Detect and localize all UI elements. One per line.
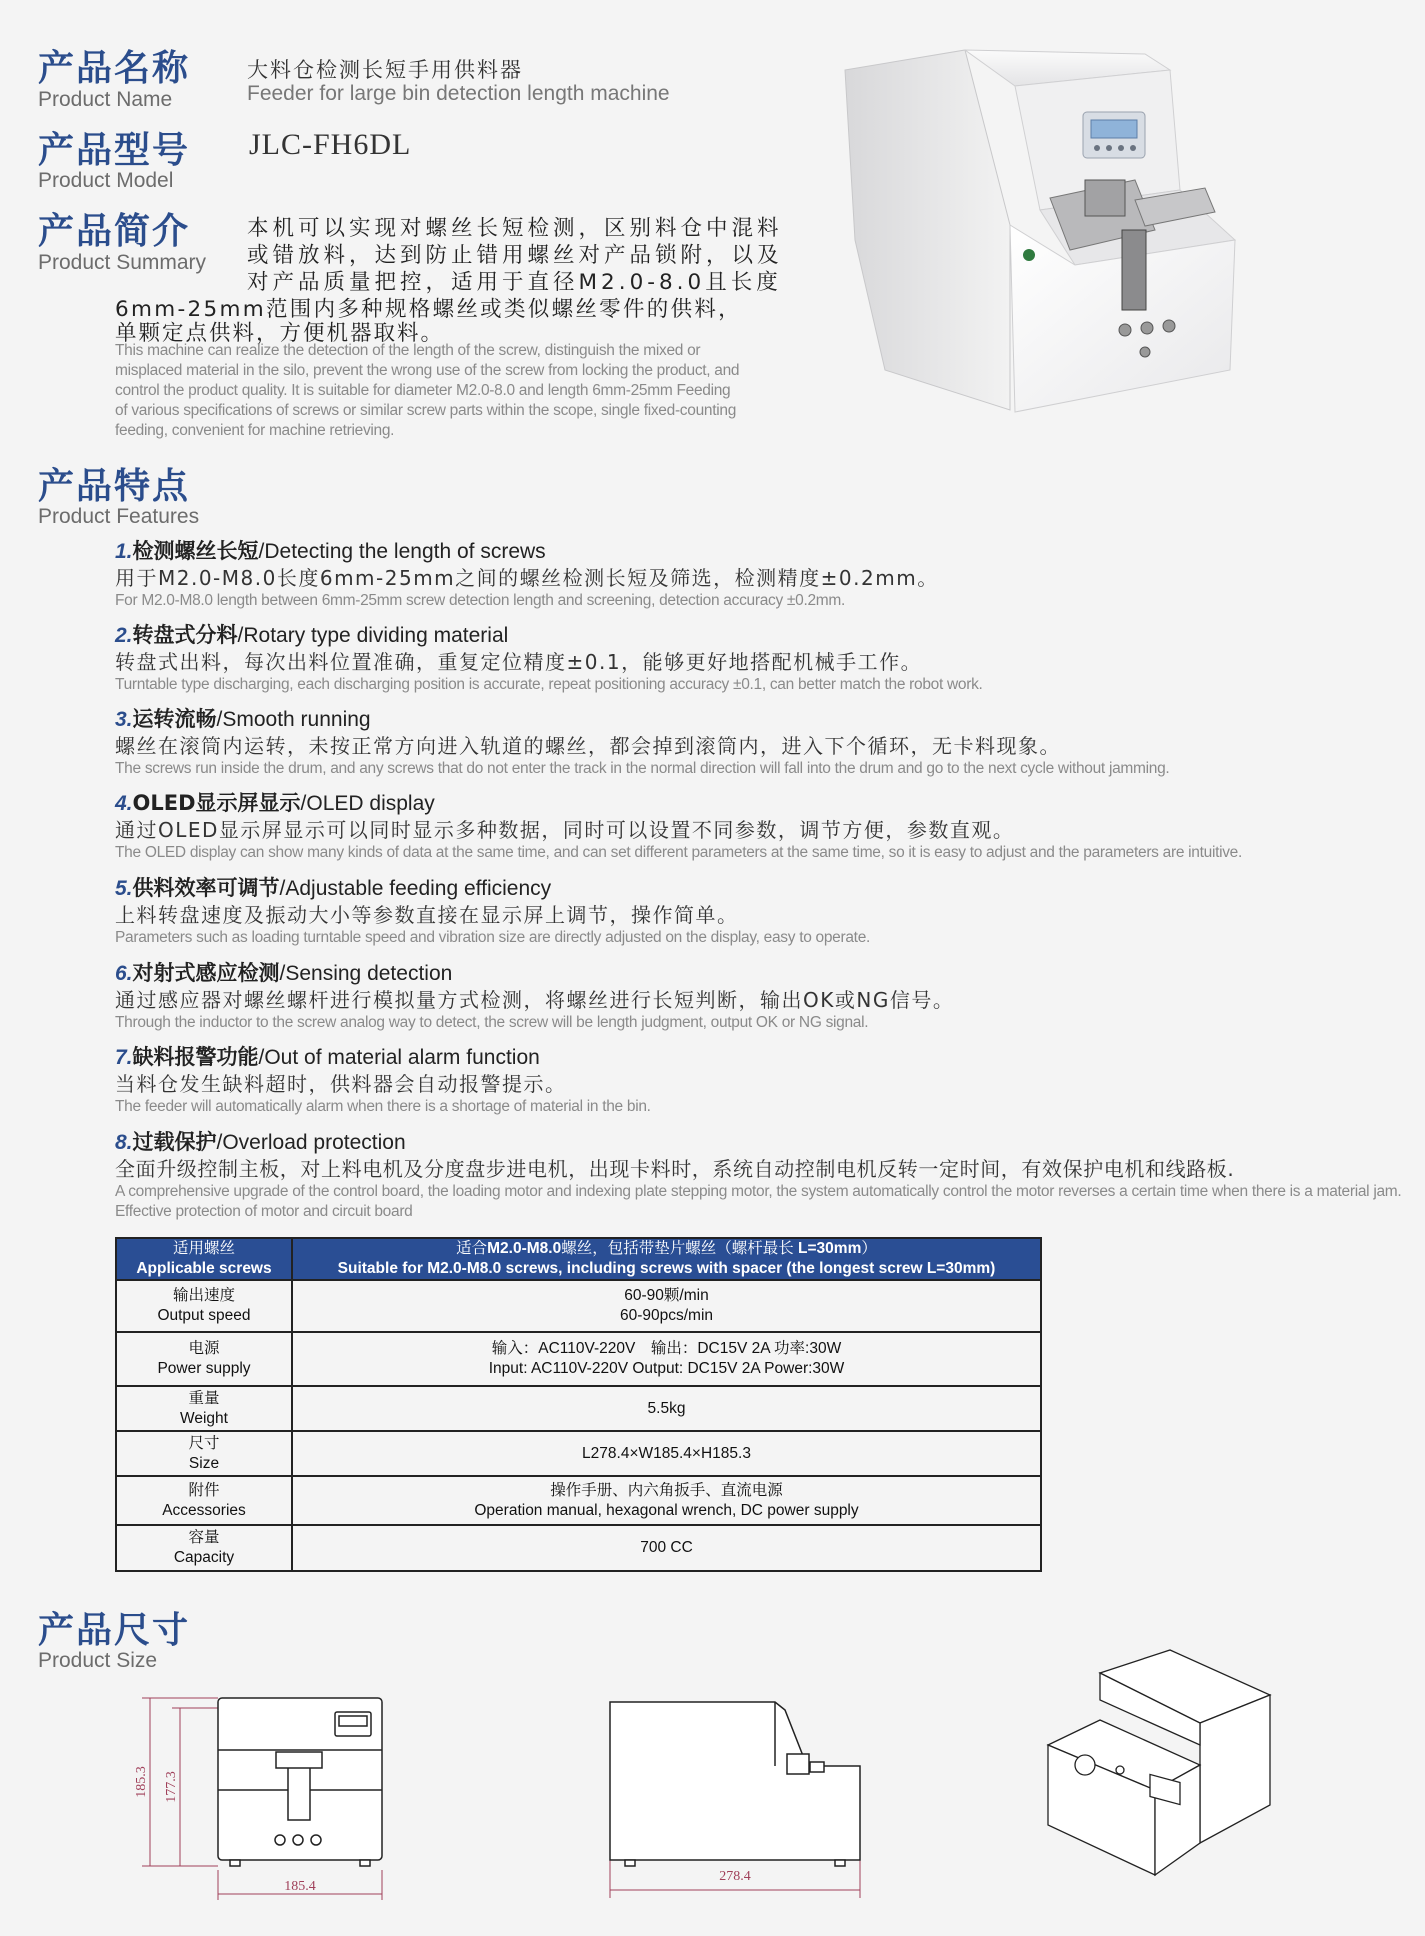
feature-number: 2.: [115, 624, 133, 647]
side-view-drawing: [595, 1680, 875, 1910]
feature-number: 5.: [115, 877, 133, 900]
feature-desc-cn: 通过OLED显示屏显示可以同时显示多种数据，同时可以设置不同参数，调节方便，参数直观。: [115, 818, 1015, 842]
isometric-drawing: [1040, 1645, 1280, 1885]
feature-number: 1.: [115, 540, 133, 563]
product-name-value-cn: 大料仓检测长短手用供料器: [247, 58, 523, 82]
spec-header-value: 适合M2.0-M8.0螺丝，包括带垫片螺丝（螺杆最长 L=30mm） Suitable for M2.0-M8.0 screws, including screws with spacer (the longest screw L=30mm): [292, 1238, 1041, 1280]
product-model-label-cn: 产品型号: [38, 129, 191, 171]
feature-item-5: [115, 875, 1405, 948]
feature-item-7: [115, 1044, 1405, 1117]
feature-title-en: /Adjustable feeding efficiency: [279, 877, 552, 900]
summary-en-line-2: misplaced material in the silo, prevent the wrong use of the screw from locking the product, and: [115, 362, 740, 379]
feature-desc-en: Through the inductor to the screw analog way to detect, the screw will be length judgment, output OK or NG signal.: [115, 1014, 869, 1031]
feature-title-en: /Out of material alarm function: [258, 1046, 540, 1069]
product-size-label-en: Product Size: [38, 1649, 158, 1672]
feature-desc-en: The screws run inside the drum, and any screws that do not enter the track in the normal direction will fall into the drum and go to the next cycle without jamming.: [115, 760, 1170, 777]
feature-number: 8.: [115, 1131, 133, 1154]
product-features-label-en: Product Features: [38, 505, 200, 528]
feature-item-1: [115, 538, 1405, 611]
feature-title-cn: 过载保护: [132, 1130, 217, 1154]
summary-cn-line-2: 或错放料，达到防止错用螺丝对产品锁附，以及: [247, 243, 783, 268]
feature-desc-cn: 螺丝在滚筒内运转，未按正常方向进入轨道的螺丝，都会掉到滚筒内，进入下个循环，无卡料现象。: [115, 734, 1061, 758]
feature-title-cn: 对射式感应检测: [132, 961, 280, 985]
spec-row-weight: 重量 Weight 5.5kg: [116, 1386, 1041, 1431]
front-view-drawing: [120, 1680, 400, 1910]
feature-desc-en: The OLED display can show many kinds of data at the same time, and can set different parameters at the same time, so it is easy to adjust and the parameters are intuitive.: [115, 844, 1243, 861]
feature-number: 6.: [115, 962, 133, 985]
dim-height-inner: 177.3: [164, 1771, 179, 1803]
dim-width-front: 185.4: [284, 1879, 316, 1894]
feature-desc-en: The feeder will automatically alarm when there is a shortage of material in the bin.: [115, 1098, 651, 1115]
feature-title-en: /Rotary type dividing material: [237, 624, 509, 647]
feature-desc-cn: 用于M2.0-M8.0长度6mm-25mm之间的螺丝检测长短及筛选，检测精度±0.2mm。: [115, 566, 939, 590]
spec-row-capacity: 容量 Capacity 700 CC: [116, 1525, 1041, 1571]
spec-row-accessories: 附件 Accessories 操作手册、内六角扳手、直流电源 Operation manual, hexagonal wrench, DC power supply: [116, 1476, 1041, 1525]
product-summary-label-en: Product Summary: [38, 251, 207, 274]
spec-header-row: [116, 1238, 1041, 1280]
feature-title-en: /OLED display: [300, 792, 435, 815]
summary-en-line-4: of various specifications of screws or similar screw parts within the scope, single fixed-counting: [115, 402, 737, 419]
feature-title-cn: OLED显示屏显示: [132, 791, 301, 815]
feature-title-cn: 检测螺丝长短: [132, 539, 259, 563]
feature-title-cn: 运转流畅: [132, 707, 217, 731]
feature-title-en: /Overload protection: [216, 1131, 406, 1154]
feature-desc-en: A comprehensive upgrade of the control board, the loading motor and indexing plate stepping motor, the system automatically control the motor reverses a certain time when there is a material jam. Effective protection of motor and circuit board: [115, 1183, 1402, 1220]
spec-table: [115, 1237, 1042, 1572]
spec-row-power-supply: 电源 Power supply 输入：AC110V-220V 输出：DC15V 2A 功率:30W Input: AC110V-220V Output: DC15V 2A Power:30W: [116, 1332, 1041, 1386]
feature-desc-en: Parameters such as loading turntable speed and vibration size are directly adjusted on the display, easy to operate.: [115, 929, 871, 946]
feature-desc-cn: 上料转盘速度及振动大小等参数直接在显示屏上调节，操作简单。: [115, 903, 739, 927]
feature-item-8: [115, 1129, 1405, 1222]
product-name-value-en: Feeder for large bin detection length machine: [247, 82, 670, 105]
feature-desc-en: For M2.0-M8.0 length between 6mm-25mm screw detection length and screening, detection accuracy ±0.2mm.: [115, 592, 846, 609]
feature-number: 4.: [115, 792, 133, 815]
summary-en-line-3: control the product quality. It is suitable for diameter M2.0-8.0 and length 6mm-25mm Feeding: [115, 382, 731, 399]
feature-title-cn: 转盘式分料: [132, 623, 238, 647]
spec-header-label: 适用螺丝 Applicable screws: [116, 1238, 292, 1280]
feature-number: 7.: [115, 1046, 133, 1069]
feature-item-3: [115, 706, 1405, 779]
feature-title-en: /Detecting the length of screws: [258, 540, 546, 563]
dim-height-outer: 185.3: [134, 1766, 149, 1798]
summary-cn-line-5: 单颗定点供料，方便机器取料。: [115, 321, 445, 346]
feature-item-2: [115, 622, 1405, 695]
product-summary-label-cn: 产品简介: [38, 210, 191, 252]
feature-desc-cn: 通过感应器对螺丝螺杆进行模拟量方式检测，将螺丝进行长短判断，输出OK或NG信号。: [115, 988, 955, 1012]
feature-title-en: /Sensing detection: [279, 962, 453, 985]
summary-en-line-5: feeding, convenient for machine retrieving.: [115, 422, 395, 439]
feature-item-4: [115, 790, 1405, 863]
summary-cn-line-1: 本机可以实现对螺丝长短检测，区别料仓中混料: [247, 216, 783, 241]
spec-row-output-speed: 输出速度 Output speed 60-90颗/min 60-90pcs/min: [116, 1280, 1041, 1332]
spec-row-size: 尺寸 Size L278.4×W185.4×H185.3: [116, 1431, 1041, 1476]
summary-en-line-1: This machine can realize the detection of the length of the screw, distinguish the mixed or: [115, 342, 701, 359]
feature-desc-cn: 当料仓发生缺料超时，供料器会自动报警提示。: [115, 1072, 567, 1096]
feature-item-6: [115, 960, 1405, 1033]
product-features-label-cn: 产品特点: [38, 465, 191, 507]
product-model-value: JLC-FH6DL: [249, 128, 412, 161]
feature-title-cn: 供料效率可调节: [132, 876, 280, 900]
feature-title-en: /Smooth running: [216, 708, 371, 731]
product-photo: [835, 40, 1265, 440]
product-model-label-en: Product Model: [38, 169, 174, 192]
feature-desc-cn: 全面升级控制主板，对上料电机及分度盘步进电机，出现卡料时，系统自动控制电机反转一定时间，有效保护电机和线路板.: [115, 1157, 1235, 1181]
summary-cn-line-4: 6mm-25mm范围内多种规格螺丝或类似螺丝零件的供料，: [115, 297, 742, 322]
feature-desc-en: Turntable type discharging, each discharging position is accurate, repeat positioning accuracy ±0.1, can better match the robot work.: [115, 676, 983, 693]
summary-cn-line-3: 对产品质量把控，适用于直径M2.0-8.0且长度: [247, 270, 782, 295]
feature-title-cn: 缺料报警功能: [132, 1045, 259, 1069]
feature-desc-cn: 转盘式出料，每次出料位置准确，重复定位精度±0.1，能够更好地搭配机械手工作。: [115, 650, 923, 674]
feature-number: 3.: [115, 708, 133, 731]
dim-length-side: 278.4: [719, 1869, 751, 1884]
product-size-label-cn: 产品尺寸: [38, 1609, 191, 1651]
product-name-label-cn: 产品名称: [38, 47, 191, 89]
product-name-label-en: Product Name: [38, 88, 173, 111]
